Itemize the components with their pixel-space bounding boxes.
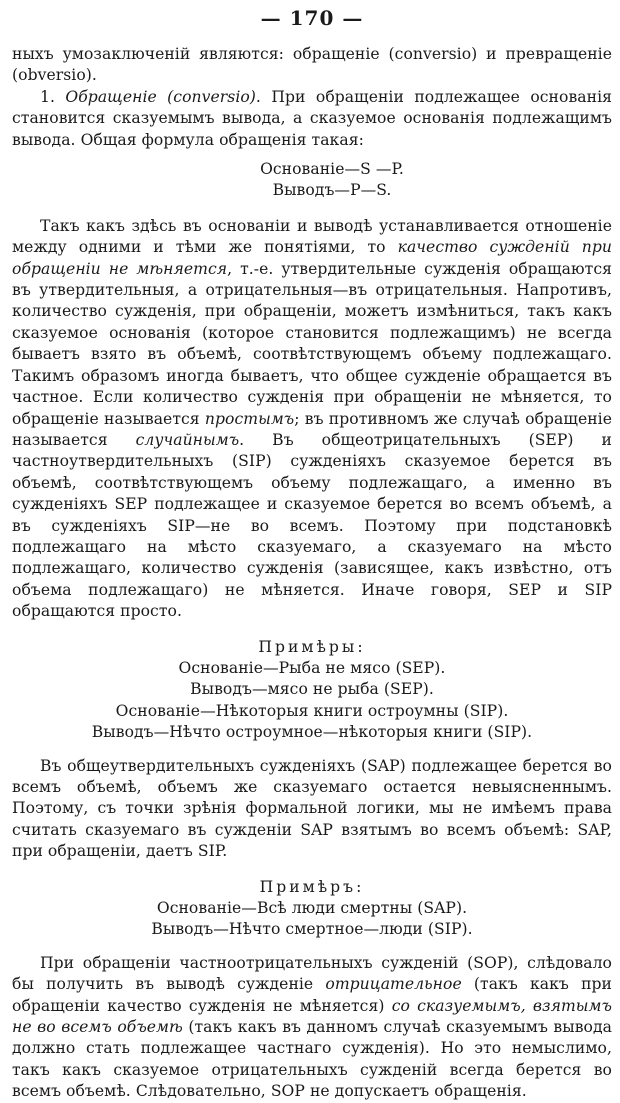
italic-emphasis: со сказуемымъ, взятымъ не во всемъ объемѣ — [12, 996, 612, 1037]
text-run: , т.-е. утвердительные сужденія обращаются въ утвердительныя, а отрицательныя—въ отрицательныя. Напротивъ, количество сужденія, при обращеніи, можетъ измѣниться, такъ какъ сказуемое основанія (которое становится подлежащимъ) не всегда бываетъ взято въ объемѣ, соотвѣтствующемъ объему подлежащаго. Такимъ образомъ иногда бываетъ, что общее сужденіе обращается въ частное. Если количество сужденія при обращеніи не мѣняется, то обращеніе называется — [12, 259, 612, 428]
italic-emphasis: простымъ — [204, 409, 295, 428]
examples-title: Примѣры: — [258, 637, 366, 656]
italic-emphasis: отрицательное — [325, 975, 462, 994]
text-run: ; въ противномъ же случаѣ обращеніе называется — [12, 409, 612, 449]
italic-emphasis: качество сужденій при обращеніи не мѣняется — [12, 238, 612, 278]
text-run: Такъ какъ здѣсь въ основаніи и выводѣ устанавливается отношеніе между одними и тѣми же понятіями, то — [12, 216, 612, 257]
paragraph-sop — [12, 953, 612, 1103]
intro-paragraph: ныхъ умозаключеній являются: обращеніе (conversio) и превращеніе (obversio). — [12, 45, 612, 85]
paragraph-sap: Въ общеутвердительныхъ сужденіяхъ (SAP) подлежащее берется во всемъ объемѣ, объемъ же сказуемаго остается невыясненнымъ. Поэтому, съ точки зрѣнія формальной логики, мы не имѣемъ права считать сказуемаго въ сужденіи SAP взятымъ во всемъ объемѣ: SAP, при обращеніи, даетъ SIP. — [12, 756, 612, 861]
examples-list — [12, 658, 612, 744]
italic-emphasis: случайнымъ — [135, 430, 240, 449]
text-run: При обращеніи частноотрицательныхъ сужденій (SOP), слѣдовало бы получить въ выводѣ сужденіе — [12, 953, 612, 994]
example-line: Основаніе—Всѣ люди смертны (SAP). — [156, 899, 468, 918]
paragraph-quality-quantity — [12, 216, 612, 623]
text-run: (такъ какъ въ данномъ случаѣ сказуемымъ вывода должно стать подлежащее частнаго сужденія). Но это немыслимо, такъ какъ сказуемое отрицательныхъ сужденій всегда берется во всемъ объемѣ. Слѣдовательно, SOP не допускаетъ обращенія. — [12, 1018, 612, 1101]
section-1-paragraph — [12, 87, 612, 151]
text-run: . Въ общеотрицательныхъ (SEP) и частноутвердительныхъ (SIP) сужденіяхъ сказуемое берется въ объемѣ, соотвѣтствующемъ объему подлежащаго, а именно въ сужденіяхъ SEP подлежащее и сказуемое берется во всемъ объемѣ, а въ сужденіяхъ SIP—не во всемъ. Поэтому при подстановкѣ подлежащаго на мѣсто сказуемаго, а сказуемаго на мѣсто подлежащаго, количество сужденія (зависящее, какъ извѣстно, отъ объема подлежащаго) не мѣняется. Иначе говоря, SEP и SIP обращаются просто. — [12, 430, 612, 621]
example-list — [12, 898, 612, 941]
formula-line: Выводъ—P—S. — [272, 181, 392, 200]
formula-line: Основаніе—S —P. — [260, 160, 404, 179]
general-formula — [12, 159, 612, 202]
section-1-number: 1. — [40, 87, 55, 106]
text-run: (такъ какъ при обращеніи качество сужденія не мѣняется) — [12, 975, 612, 1015]
example-line: Основаніе—Рыба не мясо (SEP). — [178, 658, 446, 677]
example-line: Основаніе—Нѣкоторыя книги остроумны (SIP). — [115, 701, 509, 720]
page-number: — 170 — — [260, 6, 364, 30]
example-line: Выводъ—мясо не рыба (SEP). — [190, 680, 434, 699]
example-title: Примѣръ: — [259, 877, 365, 896]
example-line: Выводъ—Нѣчто остроумное—нѣкоторыя книги (SIP). — [91, 723, 533, 742]
example-line: Выводъ—Нѣчто смертное—люди (SIP). — [151, 920, 473, 939]
section-1-heading: Обращеніе (conversio). — [65, 87, 261, 106]
section-1-text: При обращеніи подлежащее основанія становится сказуемымъ вывода, а сказуемое основанія подлежащимъ вывода. Общая формула обращенія такая: — [12, 87, 612, 149]
